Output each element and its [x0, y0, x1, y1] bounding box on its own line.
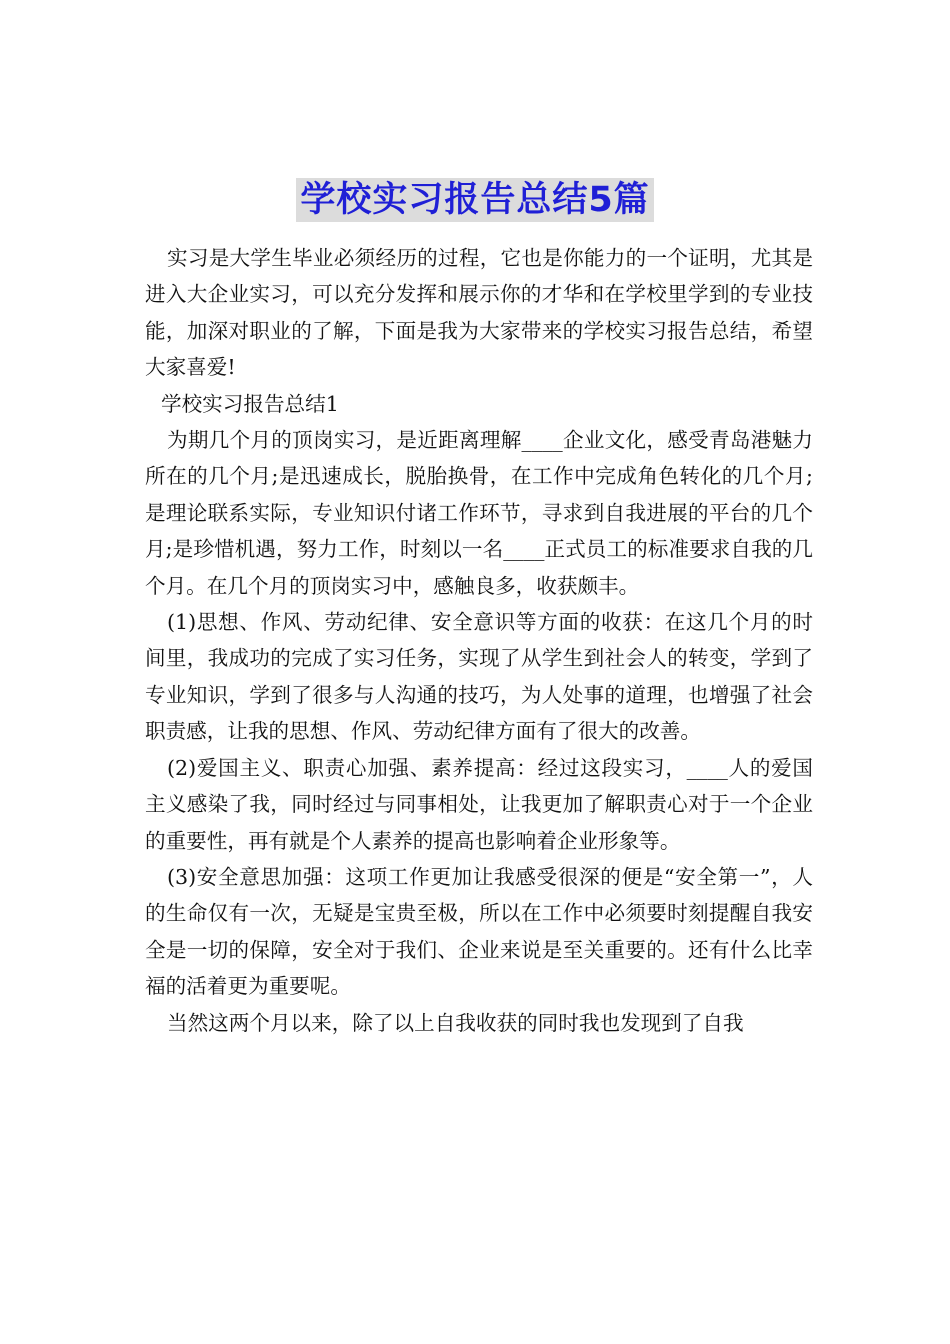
title-container	[0, 178, 950, 222]
body-paragraph: 为期几个月的顶岗实习，是近距离理解____企业文化，感受青岛港魅力所在的几个月;是迅速成长，脱胎换骨，在工作中完成角色转化的几个月;是理论联系实际，专业知识付诸工作环节，寻求到自我进展的平台的几个月;是珍惜机遇，努力工作，时刻以一名____正式员工的标准要求自我的几个月。在几个月的顶岗实习中，感触良多，收获颇丰。	[145, 428, 813, 598]
body-paragraph: 当然这两个月以来，除了以上自我收获的同时我也发现到了自我	[167, 1010, 744, 1035]
body-paragraph: (3)安全意思加强：这项工作更加让我感受很深的便是“安全第一”，人的生命仅有一次，无疑是宝贵至极，所以在工作中必须要时刻提醒自我安全是一切的保障，安全对于我们、企业来说是至关重要的。还有什么比幸福的活着更为重要呢。	[145, 864, 813, 999]
document-title: 学校实习报告总结5篇	[296, 178, 653, 222]
section-heading: 学校实习报告总结1	[161, 391, 339, 416]
document-body	[145, 240, 813, 1041]
body-paragraph: (1)思想、作风、劳动纪律、安全意识等方面的收获：在这几个月的时间里，我成功的完成了实习任务，实现了从学生到社会人的转变，学到了专业知识，学到了很多与人沟通的技巧，为人处事的道理，也增强了社会职责感，让我的思想、作风、劳动纪律方面有了很大的改善。	[145, 610, 813, 744]
body-paragraph: (2)爱国主义、职责心加强、素养提高：经过这段实习，____人的爱国主义感染了我，同时经过与同事相处，让我更加了解职责心对于一个企业的重要性，再有就是个人素养的提高也影响着企业形象等。	[145, 755, 813, 853]
intro-paragraph: 实习是大学生毕业必须经历的过程，它也是你能力的一个证明，尤其是进入大企业实习，可以充分发挥和展示你的才华和在学校里学到的专业技能，加深对职业的了解，下面是我为大家带来的学校实习报告总结，希望大家喜爱!	[145, 246, 813, 380]
